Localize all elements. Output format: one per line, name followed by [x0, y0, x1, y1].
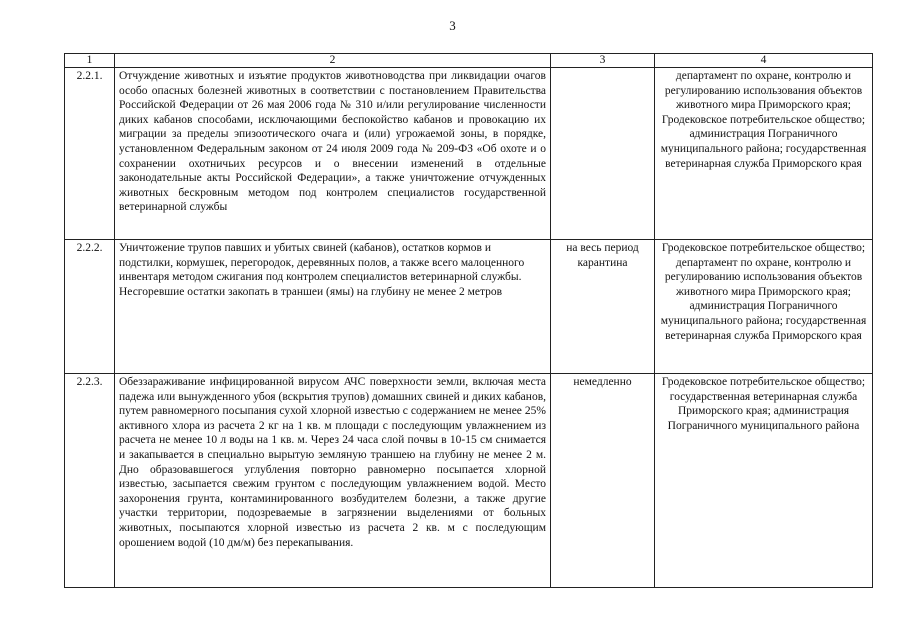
row-number: 2.2.1.	[65, 68, 115, 240]
responsible-cell: Гродековское потребительское общество; государственная ветеринарная служба Приморского края; администрация Пограничного муниципального района	[655, 374, 873, 588]
column-header-2: 2	[115, 54, 551, 68]
measures-table	[64, 53, 873, 588]
measure-text: Отчуждение животных и изъятие продуктов животноводства при ликвидации очагов особо опасных болезней животных в соответствии с постановлением Правительства Российской Федерации от 26 мая 2006 года № 310 и/или регулирование численности диких кабанов способами, исключающими беспокойство кабанов и провокацию их миграции за пределы эпизоотического очага и (или) угрожаемой зоны, в порядке, установленном Федеральным законом от 24 июля 2009 года № 209-ФЗ «Об охоте и о сохранении охотничьих ресурсов и о внесении изменений в отдельные законодательные акты Российской Федерации», а также уничтожение отчужденных животных бескровным методом под контролем специалистов государственной ветеринарной службы	[115, 68, 551, 240]
column-header-4: 4	[655, 54, 873, 68]
period-cell	[551, 68, 655, 240]
table-row	[65, 374, 873, 588]
period-cell: немедленно	[551, 374, 655, 588]
responsible-cell: Гродековское потребительское общество; департамент по охране, контролю и регулированию использования объектов животного мира Приморского края; администрация Пограничного муниципального района; государственная ветеринарная служба Приморского края	[655, 240, 873, 374]
responsible-cell: департамент по охране, контролю и регулированию использования объектов животного мира Приморского края; Гродековское потребительское общество; администрация Пограничного муниципального района; государственная ветеринарная служба Приморского края	[655, 68, 873, 240]
period-cell: на весь период карантина	[551, 240, 655, 374]
row-number: 2.2.3.	[65, 374, 115, 588]
column-header-3: 3	[551, 54, 655, 68]
table-row	[65, 240, 873, 374]
measure-text: Уничтожение трупов павших и убитых свиней (кабанов), остатков кормов и подстилки, кормушек, перегородок, деревянных полов, а также всего малоценного инвентаря методом сжигания под контролем специалистов ветеринарной службы. Несгоревшие остатки закопать в траншеи (ямы) на глубину не менее 2 метров	[115, 240, 551, 374]
column-header-1: 1	[65, 54, 115, 68]
page-number: 3	[449, 18, 456, 33]
row-number: 2.2.2.	[65, 240, 115, 374]
table-header-row	[65, 54, 873, 68]
measure-text: Обеззараживание инфицированной вирусом АЧС поверхности земли, включая места падежа или вынужденного убоя (вскрытия трупов) домашних свиней и диких кабанов, путем равномерного посыпания сухой хлорной известью с содержанием не менее 25% активного хлора из расчета 2 кг на 1 кв. м площади с последующим увлажнением из расчета не менее 10 л воды на 1 кв. м. Через 24 часа слой почвы в 10-15 см снимается и закапывается в специально вырытую земляную траншею на глубину не менее 2 м. Дно образовавшегося углубления повторно равномерно посыпается хлорной известью, засыпается свежим грунтом с последующим увлажнением водой. Место захоронения грунта, контаминированного возбудителем болезни, а также другие участки территории, подозреваемые в загрязнении выделениями от больных животных, посыпаются хлорной известью из расчета 2 кв. м с последующим орошением водой (10 дм/м) без перекапывания.	[115, 374, 551, 588]
table-row	[65, 68, 873, 240]
